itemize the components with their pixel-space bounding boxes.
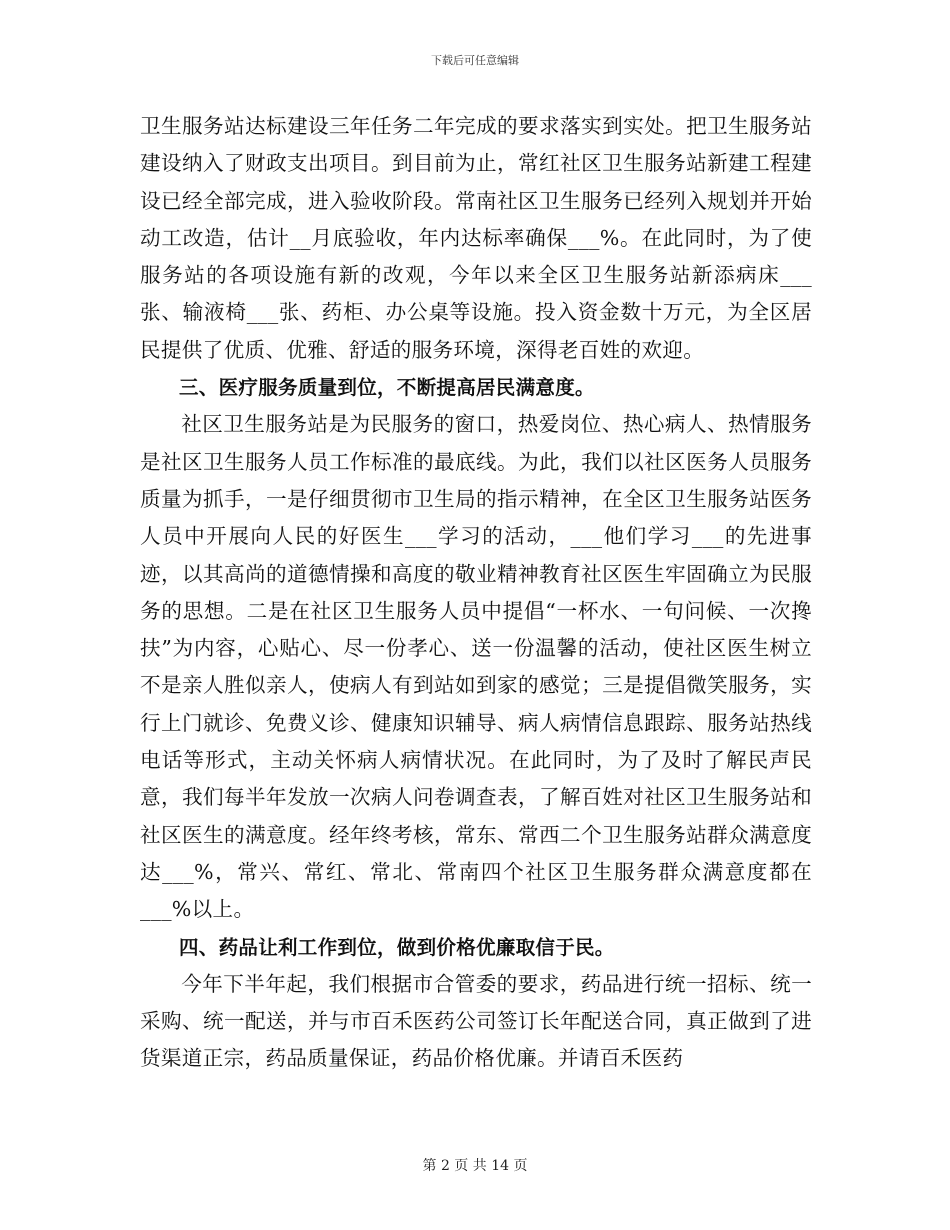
page-header: 下载后可任意编辑 xyxy=(431,54,519,67)
paragraph-service-quality: 社区卫生服务站是为民服务的窗口，热爱岗位、热心病人、热情服务是社区卫生服务人员工作标准的最底线。为此，我们以社区医务人员服务质量为抓手，一是仔细贯彻市卫生局的指示精神，在全区卫生服务站医务人员中开展向人民的好医生___学习的活动，___他们学习___的先进事迹，以其高尚的道德情操和高度的敬业精神教育社区医生牢固确立为民服务的思想。二是在社区卫生服务人员中提倡“一杯水、一句问候、一次搀扶”为内容，心贴心、尽一份孝心、送一份温馨的活动，使社区医生树立不是亲人胜似亲人，使病人有到站如到家的感觉；三是提倡微笑服务，实行上门就诊、免费义诊、健康知识辅导、病人病情信息跟踪、服务站热线电话等形式，主动关怀病人病情状况。在此同时，为了及时了解民声民意，我们每半年发放一次病人问卷调查表，了解百姓对社区卫生服务站和社区医生的满意度。经年终考核，常东、常西二个卫生服务站群众满意度达___%，常兴、常红、常北、常南四个社区卫生服务群众满意度都在___%以上。 xyxy=(140,412,812,922)
paragraph-drug-procurement: 今年下半年起，我们根据市合管委的要求，药品进行统一招标、统一采购、统一配送，并与市百禾医药公司签订长年配送合同，真正做到了进货渠道正宗，药品质量保证，药品价格优廉。并请百禾医药 xyxy=(140,971,812,1071)
section-heading-drug-pricing: 四、药品让利工作到位，做到价格优廉取信于民。 xyxy=(179,935,615,959)
document-body xyxy=(140,108,812,1078)
section-heading-medical-service: 三、医疗服务质量到位，不断提高居民满意度。 xyxy=(179,376,595,400)
paragraph-facilities: 卫生服务站达标建设三年任务二年完成的要求落实到实处。把卫生服务站建设纳入了财政支出项目。到目前为止，常红社区卫生服务站新建工程建设已经全部完成，进入验收阶段。常南社区卫生服务已经列入规划并开始动工改造，估计__月底验收，年内达标率确保___%。在此同时，为了使服务站的各项设施有新的改观，今年以来全区卫生服务站新添病床___张、输液椅___张、药柜、办公桌等设施。投入资金数十万元，为全区居民提供了优质、优雅、舒适的服务环境，深得老百姓的欢迎。 xyxy=(140,114,812,362)
page-number: 第 2 页 共 14 页 xyxy=(422,1158,528,1174)
